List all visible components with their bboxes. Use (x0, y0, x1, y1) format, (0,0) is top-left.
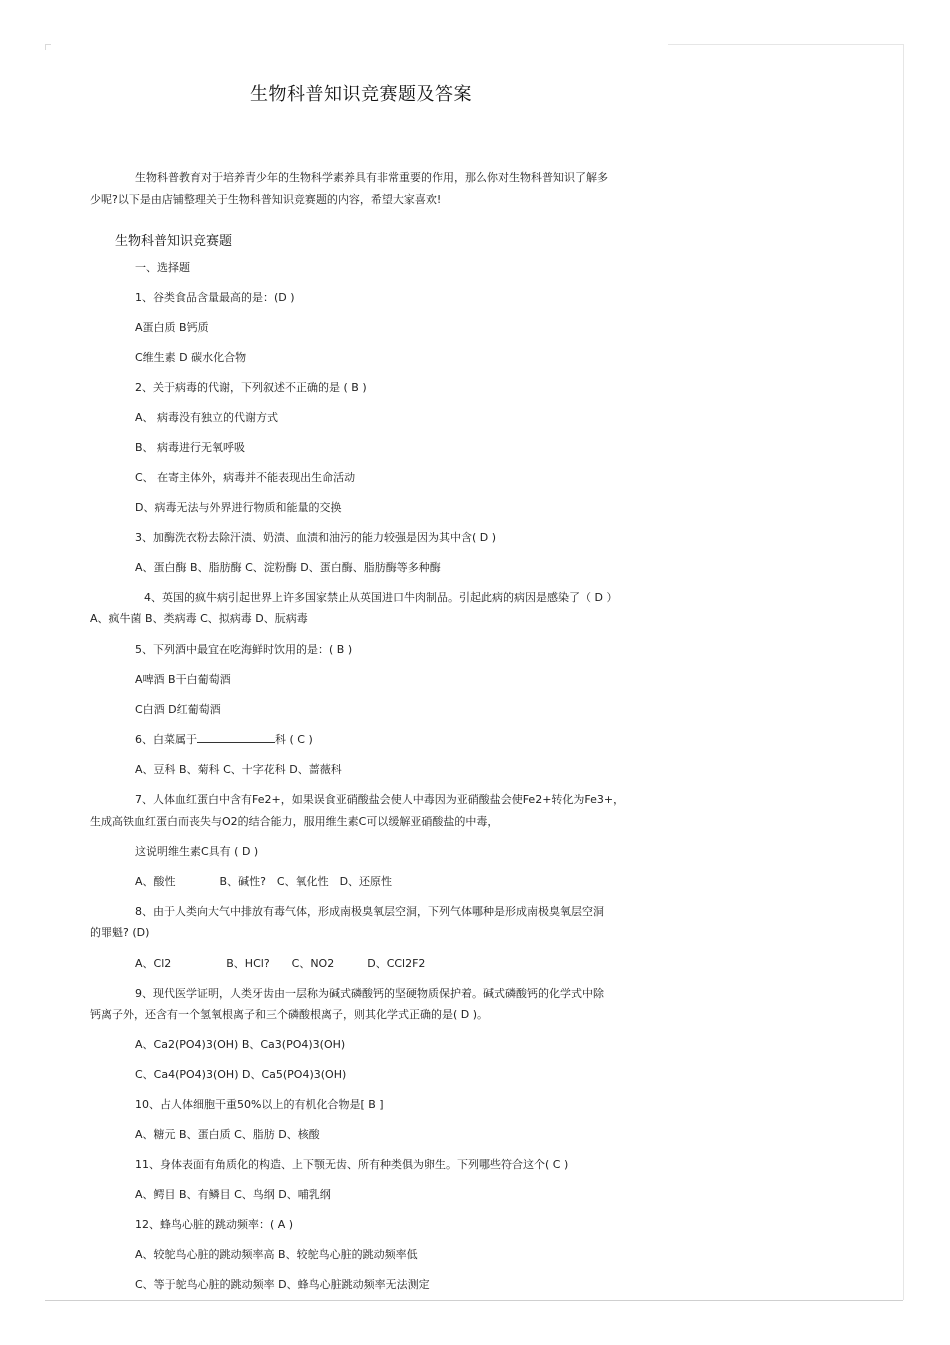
question-options: A啤酒 B干白葡萄酒 (135, 673, 231, 686)
section-title: 生物科普知识竞赛题 (115, 234, 233, 249)
question-option: A、 病毒没有独立的代谢方式 (135, 411, 279, 424)
document-title: 生物科普知识竞赛题及答案 (250, 84, 472, 105)
question-options: A、糖元 B、蛋白质 C、脂肪 D、核酸 (135, 1128, 320, 1141)
question-options: A、酸性 B、碱性? C、氧化性 D、还原性 (135, 875, 393, 888)
question-stem: 生成高铁血红蛋白而丧失与O2的结合能力，服用维生素C可以缓解亚硝酸盐的中毒， (90, 815, 499, 828)
question-stem: 5、下列酒中最宜在吃海鲜时饮用的是：( B ) (135, 643, 353, 656)
question-options: C维生素 D 碳水化合物 (135, 351, 247, 364)
question-options: A、较鸵鸟心脏的跳动频率高 B、较鸵鸟心脏的跳动频率低 (135, 1248, 418, 1261)
intro-line: 生物科普教育对于培养青少年的生物科学素养具有非常重要的作用，那么你对生物科普知识了解多 (135, 171, 608, 184)
question-options: A、蛋白酶 B、脂肪酶 C、淀粉酶 D、蛋白酶、脂肪酶等多种酶 (135, 561, 441, 574)
question-stem: 11、身体表面有角质化的构造、上下颚无齿、所有种类俱为卵生。下列哪些符合这个( C ) (135, 1158, 569, 1171)
question-stem-before: 6、白菜属于 (135, 733, 197, 746)
question-stem: 9、现代医学证明，人类牙齿由一层称为碱式磷酸钙的坚硬物质保护着。碱式磷酸钙的化学式中除 (135, 987, 604, 1000)
question-options: A、鳄目 B、有鳞目 C、鸟纲 D、哺乳纲 (135, 1188, 331, 1201)
question-stem: 1、谷类食品含量最高的是：(D ) (135, 291, 295, 304)
question-options: A、豆科 B、菊科 C、十字花科 D、蔷薇科 (135, 763, 342, 776)
part-title: 一、选择题 (135, 261, 190, 274)
page-border-right (903, 44, 904, 1300)
question-stem (135, 729, 313, 750)
question-options: C、等于鸵鸟心脏的跳动频率 D、蜂鸟心脏跳动频率无法测定 (135, 1278, 430, 1291)
question-options: C白酒 D红葡萄酒 (135, 703, 221, 716)
question-option: D、病毒无法与外界进行物质和能量的交换 (135, 501, 342, 514)
question-option: C、 在寄主体外，病毒并不能表现出生命活动 (135, 471, 356, 484)
question-stem: 4、英国的疯牛病引起世界上许多国家禁止从英国进口牛肉制品。引起此病的病因是感染了（ D ） (144, 591, 618, 604)
question-stem: 钙离子外，还含有一个氢氧根离子和三个磷酸根离子，则其化学式正确的是( D )。 (90, 1008, 489, 1021)
question-options: A、Ca2(PO4)3(OH) B、Ca3(PO4)3(OH) (135, 1038, 346, 1051)
question-stem: 这说明维生素C具有 ( D ) (135, 845, 259, 858)
question-stem-after: 科 ( C ) (275, 733, 313, 746)
question-options: A、Cl2 B、HCl? C、NO2 D、CCl2F2 (135, 957, 426, 970)
question-stem: 2、关于病毒的代谢，下列叙述不正确的是 ( B ) (135, 381, 367, 394)
question-stem: 7、人体血红蛋白中含有Fe2+，如果误食亚硝酸盐会使人中毒因为亚硝酸盐会使Fe2+转化为Fe3+， (135, 793, 625, 806)
question-stem: 12、蜂鸟心脏的跳动频率：( A ) (135, 1218, 294, 1231)
question-stem: 3、加酶洗衣粉去除汗渍、奶渍、血渍和油污的能力较强是因为其中含( D ) (135, 531, 497, 544)
page-border-top (668, 44, 903, 45)
page-border-bottom (45, 1300, 903, 1301)
question-stem: 8、由于人类向大气中排放有毒气体，形成南极臭氧层空洞，下列气体哪种是形成南极臭氧层空洞 (135, 905, 604, 918)
question-options: A、疯牛菌 B、类病毒 C、拟病毒 D、朊病毒 (90, 612, 308, 625)
question-stem: 的罪魁? (D) (90, 926, 150, 939)
question-stem: 10、占人体细胞干重50%以上的有机化合物是[ B ] (135, 1098, 384, 1111)
question-options: A蛋白质 B钙质 (135, 321, 209, 334)
fill-in-blank (197, 730, 275, 743)
intro-line: 少呢?以下是由店铺整理关于生物科普知识竞赛题的内容，希望大家喜欢! (90, 193, 442, 206)
question-option: B、 病毒进行无氧呼吸 (135, 441, 246, 454)
question-options: C、Ca4(PO4)3(OH) D、Ca5(PO4)3(OH) (135, 1068, 347, 1081)
page-corner-mark (45, 44, 51, 45)
